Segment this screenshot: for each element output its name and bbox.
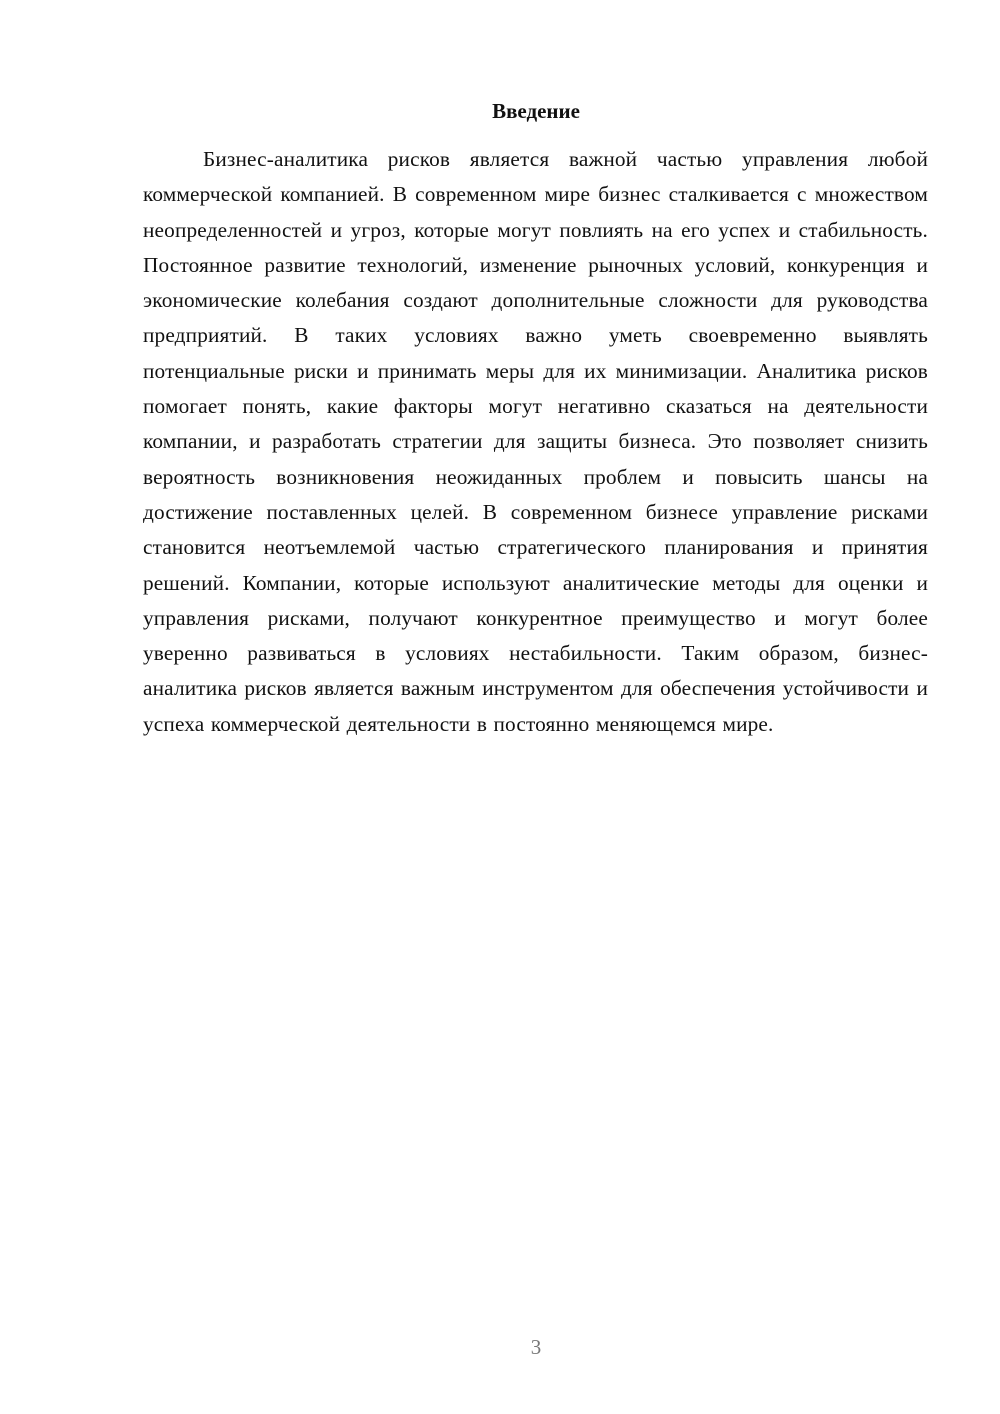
- section-heading: Введение: [492, 99, 580, 123]
- body-paragraph: Бизнес-аналитика рисков является важной частью управления любой коммерческой компанией. В современном мире бизнес сталкивается с множеством неопределенностей и угроз, которые могут повлиять на его успех и стабильность. Постоянное развитие технологий, изменение рыночных условий, конкуренция и экономические колебания создают дополнительные сложности для руководства предприятий. В таких условиях важно уметь своевременно выявлять потенциальные риски и принимать меры для их минимизации. Аналитика рисков помогает понять, какие факторы могут негативно сказаться на деятельности компании, и разработать стратегии для защиты бизнеса. Это позволяет снизить вероятность возникновения неожиданных проблем и повысить шансы на достижение поставленных целей. В современном бизнесе управление рисками становится неотъемлемой частью стратегического планирования и принятия решений. Компании, которые используют аналитические методы для оценки и управления рисками, получают конкурентное преимущество и могут более уверенно развиваться в условиях нестабильности. Таким образом, бизнес-аналитика рисков является важным инструментом для обеспечения устойчивости и успеха коммерческой деятельности в постоянно меняющемся мире.: [143, 147, 928, 736]
- page-number: 3: [530, 1335, 542, 1359]
